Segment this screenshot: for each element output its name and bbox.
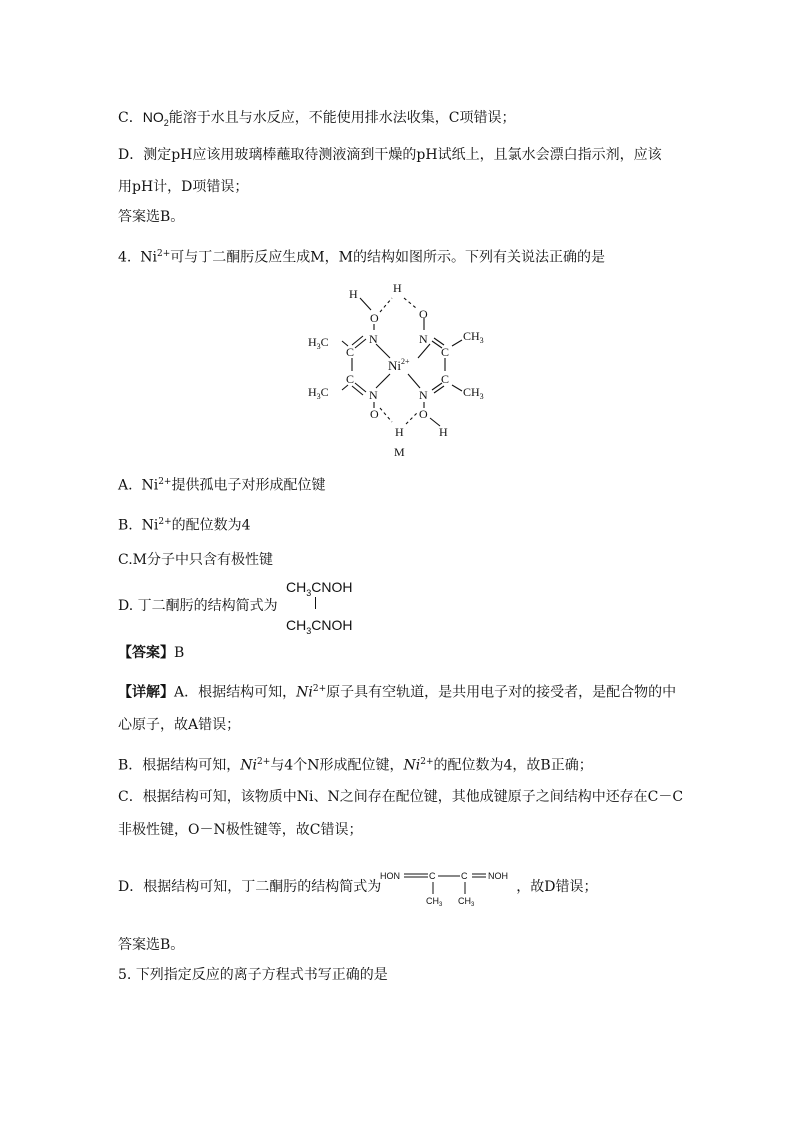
- option-c-prev: C．$NO_2$能溶于水且与水反应，不能使用排水法收集，C项错误；: [118, 109, 516, 128]
- atom-c-top-left: C: [346, 345, 355, 359]
- atom-ni: $Ni^{2+}$: [388, 357, 410, 373]
- detail-c-line1: C．根据结构可知，该物质中Ni、N之间存在配位键，其他成键原子之间结构中还存在C－C: [118, 789, 684, 805]
- atom-h-top-left: H: [349, 287, 358, 301]
- option-a: A. $Ni^{2+}$提供孤电子对形成配位键: [118, 477, 326, 494]
- answer-prev: 答案选B。: [118, 209, 185, 225]
- option-b: B. $Ni^{2+}$的配位数为4: [118, 517, 251, 534]
- option-d-bond-line: [315, 597, 316, 609]
- final-answer-q4: 答案选B。: [118, 937, 185, 953]
- atom-o-bottom-right: O: [419, 407, 428, 421]
- atom-o-top-right: O: [419, 307, 428, 321]
- group-h3c-bottom: $H_3C$: [308, 385, 329, 401]
- svg-text:HON: HON: [380, 871, 400, 881]
- question-4-stem: 4. $Ni^{2+}$可与丁二酮肟反应生成M，M的结构如图所示。下列有关说法正确的是: [118, 249, 605, 266]
- no2-formula: $NO_2$: [142, 109, 169, 128]
- structure-caption: M: [394, 445, 405, 459]
- option-c: C.M分子中只含有极性键: [118, 552, 274, 568]
- svg-text:C: C: [429, 871, 436, 881]
- svg-text:CH3: $CH_3$: [426, 896, 443, 908]
- atom-c-bottom-left: C: [346, 372, 355, 386]
- group-ch3-top: $CH_3$: [463, 329, 484, 345]
- option-d-prev-line2: 用pH计，D项错误；: [118, 179, 249, 195]
- svg-text:NOH: NOH: [488, 871, 508, 881]
- atom-n-bottom-left: N: [369, 388, 378, 402]
- atom-n-top-left: N: [369, 332, 378, 346]
- atom-n-bottom-right: N: [419, 388, 428, 402]
- answer-q4: 【答案】B: [118, 645, 185, 661]
- detail-d: D．根据结构可知，丁二酮肟的结构简式为 ，故D错误；: [118, 879, 598, 895]
- group-h3c-top: $H_3C$: [308, 335, 329, 351]
- detail-c-line2: 非极性键，O－N极性键等，故C错误；: [118, 822, 363, 838]
- detail-a-line1: 【详解】A．根据结构可知，$Ni^{2+}$原子具有空轨道，是共用电子对的接受者，是配合物的中: [118, 684, 677, 701]
- group-ch3-bottom: $CH_3$: [463, 385, 484, 401]
- atom-h-top-center: H: [393, 281, 402, 295]
- structure-diagram-m: [300, 278, 500, 460]
- atom-h-bottom-center: H: [395, 425, 404, 439]
- atom-c-top-right: C: [441, 345, 450, 359]
- atom-n-top-right: N: [419, 332, 428, 346]
- detail-d-structure: [380, 862, 520, 910]
- atom-o-top-left: O: [370, 311, 379, 325]
- option-d: D. 丁二酮肟的结构简式为: [118, 598, 278, 614]
- option-d-prev-line1: D．测定pH应该用玻璃棒蘸取待测液滴到干燥的pH试纸上，且氯水会漂白指示剂，应该: [118, 147, 662, 163]
- atom-h-bottom-right: H: [439, 425, 448, 439]
- svg-text:CH3: $CH_3$: [458, 896, 475, 908]
- svg-text:C: C: [461, 871, 468, 881]
- detail-a-line2: 心原子，故A错误；: [118, 717, 241, 733]
- atom-c-bottom-right: C: [441, 372, 450, 386]
- option-d-formula: $CH_3CNOH$ $CH_3CNOH$: [286, 579, 353, 636]
- detail-b: B．根据结构可知，$Ni^{2+}$与4个N形成配位键，$Ni^{2+}$的配位数为4，故B正确；: [118, 757, 593, 774]
- atom-o-bottom-left: O: [370, 407, 379, 421]
- question-5-stem: 5. 下列指定反应的离子方程式书写正确的是: [118, 967, 388, 983]
